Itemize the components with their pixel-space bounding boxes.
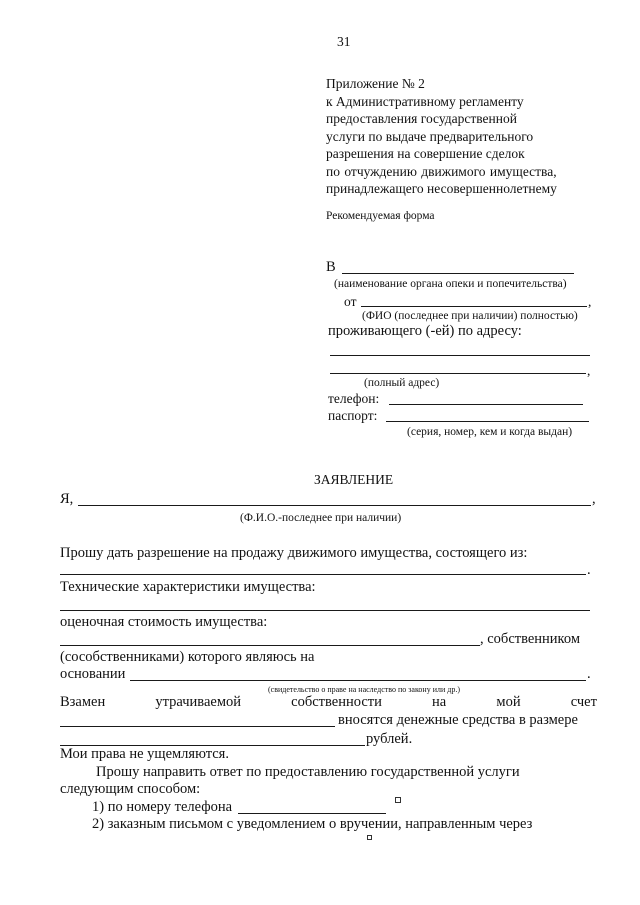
tech-field[interactable]: [60, 610, 590, 611]
i-prefix: Я,: [60, 491, 74, 507]
phone-field[interactable]: [389, 404, 583, 405]
account-field[interactable]: [60, 726, 335, 727]
address-field-1[interactable]: [330, 355, 590, 356]
to-authority-field[interactable]: [342, 273, 574, 274]
exchange-word: собственности: [291, 694, 382, 710]
checkbox-icon[interactable]: [395, 797, 401, 803]
from-comma: ,: [588, 294, 592, 309]
exchange-word: счет: [570, 694, 597, 710]
exchange-word: мой: [496, 694, 521, 710]
form-note: Рекомендуемая форма: [326, 210, 435, 222]
deposit-text: вносятся денежные средства в размере: [338, 712, 578, 728]
from-name-field[interactable]: [361, 306, 587, 307]
exchange-word: Взамен: [60, 694, 106, 710]
appendix-line: к Административному регламенту: [326, 93, 524, 109]
address-caption: (полный адрес): [364, 377, 440, 389]
request-text: Прошу дать разрешение на продажу движимого имущества, состоящего из:: [60, 545, 528, 561]
coowners-text: (сособственниками) которого являюсь на: [60, 649, 315, 665]
option-phone-field[interactable]: [238, 813, 386, 814]
appendix-line: по отчуждению движимого имущества,: [326, 163, 557, 179]
passport-caption: (серия, номер, кем и когда выдан): [407, 426, 573, 438]
rights-text: Мои права не ущемляются.: [60, 746, 229, 762]
address-field-2[interactable]: [330, 373, 586, 374]
from-caption: (ФИО (последнее при наличии) полностью): [362, 310, 578, 322]
exchange-word: утрачиваемой: [155, 694, 242, 710]
applicant-name-field[interactable]: [78, 505, 591, 506]
exchange-row: [60, 694, 597, 711]
owner-suffix: , собственником: [480, 631, 581, 647]
basis-label: основании: [60, 666, 126, 682]
passport-field[interactable]: [386, 421, 589, 422]
basis-field[interactable]: [130, 680, 586, 681]
i-comma: ,: [592, 491, 596, 507]
value-field[interactable]: [60, 645, 480, 646]
checkbox-icon[interactable]: [367, 835, 372, 840]
address-label: проживающего (-ей) по адресу:: [328, 323, 522, 339]
appendix-line: принадлежащего несовершеннолетнему: [326, 181, 557, 196]
tech-label: Технические характеристики имущества:: [60, 579, 316, 595]
to-prefix: В: [326, 259, 336, 275]
to-caption: (наименование органа опеки и попечительства): [334, 278, 567, 290]
appendix-line: услуги по выдаче предварительного: [326, 128, 534, 144]
appendix-header: [326, 75, 596, 198]
answer-request: Прошу направить ответ по предоставлению государственной услуги: [96, 764, 520, 780]
from-prefix: от: [344, 294, 357, 309]
address-comma: ,: [587, 363, 591, 378]
basis-dot: .: [587, 666, 591, 682]
rubles-label: рублей.: [366, 731, 413, 747]
page-number: 31: [337, 34, 351, 49]
property-field[interactable]: [60, 574, 586, 575]
appendix-title: Приложение № 2: [326, 76, 425, 91]
dot: .: [587, 562, 591, 578]
answer-method: следующим способом:: [60, 781, 201, 797]
i-caption: (Ф.И.О.-последнее при наличии): [240, 512, 402, 524]
statement-title: ЗАЯВЛЕНИЕ: [314, 472, 394, 487]
option-phone: 1) по номеру телефона: [92, 799, 233, 815]
value-label: оценочная стоимость имущества:: [60, 614, 268, 630]
passport-label: паспорт:: [328, 408, 378, 423]
appendix-line: предоставления государственной: [326, 111, 517, 126]
option-mail: 2) заказным письмом с уведомлением о вручении, направленным через: [92, 816, 533, 832]
exchange-word: на: [432, 694, 447, 710]
phone-label: телефон:: [328, 391, 380, 406]
basis-caption: (свидетельство о праве на наследство по закону или др.): [268, 685, 460, 694]
appendix-line: разрешения на совершение сделок: [326, 146, 525, 161]
